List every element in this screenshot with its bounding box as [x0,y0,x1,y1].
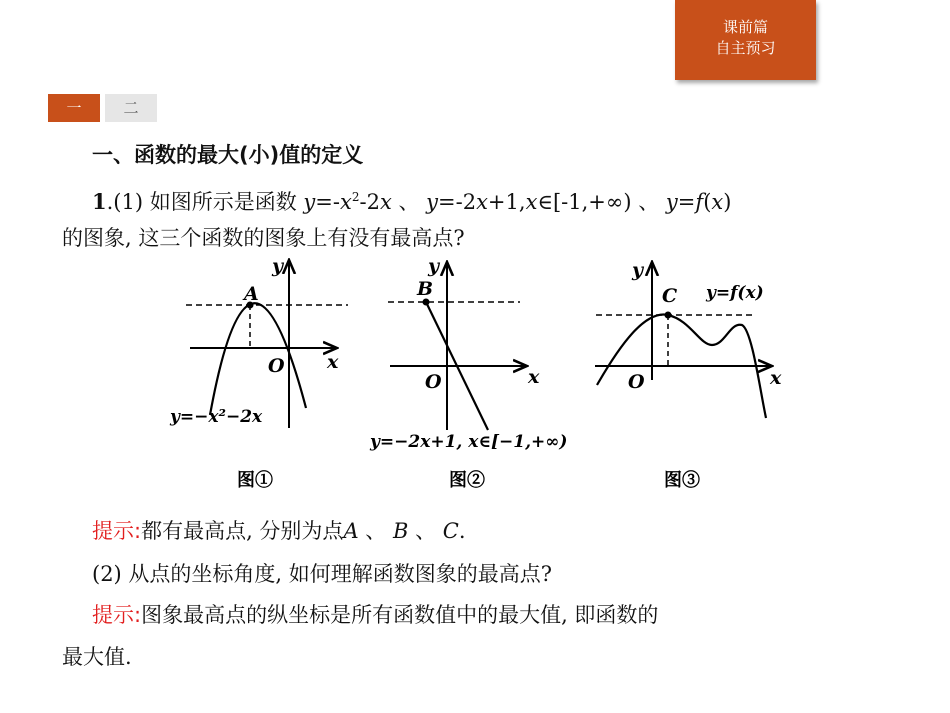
figure-2 [369,255,567,491]
hint-1-c: C [442,519,459,543]
figure-3 [595,259,782,491]
hint-2-line-2: 最大值. [62,645,132,669]
separator: 、 [391,190,427,214]
f3-eq: = [677,190,696,214]
fig3-origin: O [628,371,645,393]
fig3-caption: 图③ [664,470,700,491]
hint-1-b: B [392,519,409,543]
fig3-label-c: C [662,285,678,307]
separator: 、 [358,519,393,543]
fig1-formula: y=−x²−2x [170,407,263,427]
hint-2-text: 图象最高点的纵坐标是所有函数值中的最大值, 即函数的 [141,603,659,627]
f1-x2: x [379,190,392,214]
f1-y: y [303,190,316,214]
fig2-y-label: y [428,255,440,277]
fig1-caption: 图① [237,470,273,491]
fig2-origin: O [425,371,442,393]
fig3-x-label: x [770,367,782,389]
fig2-x-label: x [528,366,540,388]
hint-2-line-1 [92,596,658,634]
separator: 、 [408,519,443,543]
f1-x: x [339,190,352,214]
f1-eq: =- [315,190,340,214]
fig1-x-label: x [327,351,339,373]
fig1-y-label: y [272,255,284,277]
question-2: (2) 从点的坐标角度, 如何理解函数图象的最高点? [92,562,553,586]
f3-lparen: ( [703,190,712,214]
fig3-y-label: y [632,259,644,281]
hint-1 [92,512,466,550]
f3-f: f [695,190,704,214]
f2-y: y [426,190,439,214]
f2-eq: =-2 [438,190,477,214]
f2-domain: ∈[-1,+∞) [537,190,632,214]
f2-x2: x [525,190,538,214]
question-1-intro: .(1) 如图所示是函数 [106,190,304,214]
fig2-label-b: B [417,278,434,300]
figures [0,250,950,520]
fig1-origin: O [268,355,285,377]
f3-rparen: ) [723,190,732,214]
fig1-parabola [210,303,306,415]
fig1-label-a: A [244,283,259,305]
fig3-point-c [665,312,672,319]
fig3-formula: y=f(x) [706,283,764,303]
f3-x: x [711,190,724,214]
badge-line-1: 课前篇 [722,18,768,36]
badge-line-2: 自主预习 [715,39,776,57]
separator: 、 [631,190,666,214]
section-badge [675,0,816,80]
hint-2-label: 提示: [92,603,142,627]
hint-1-label: 提示: [92,519,142,543]
hint-1-end: . [458,519,466,543]
question-1-line-2: 的图象, 这三个函数的图象上有没有最高点? [62,226,465,250]
fig2-caption: 图② [449,470,485,491]
question-1-line-1 [92,178,731,221]
f2-const: +1, [487,190,526,214]
f1-exp: 2 [351,190,360,204]
fig2-formula: y=−2x+1, x∈[−1,+∞) [370,432,568,452]
f3-y: y [665,190,678,214]
figure-1 [169,255,348,491]
f1-coef: -2 [359,190,380,214]
f2-x: x [476,190,488,214]
section-heading: 一、函数的最大(小)值的定义 [92,143,364,167]
tab-two[interactable]: 二 [105,94,157,122]
question-number: 1 [92,189,107,214]
hint-1-text: 都有最高点, 分别为点 [141,519,344,543]
tab-one[interactable]: 一 [48,94,100,122]
hint-1-a: A [343,519,359,543]
